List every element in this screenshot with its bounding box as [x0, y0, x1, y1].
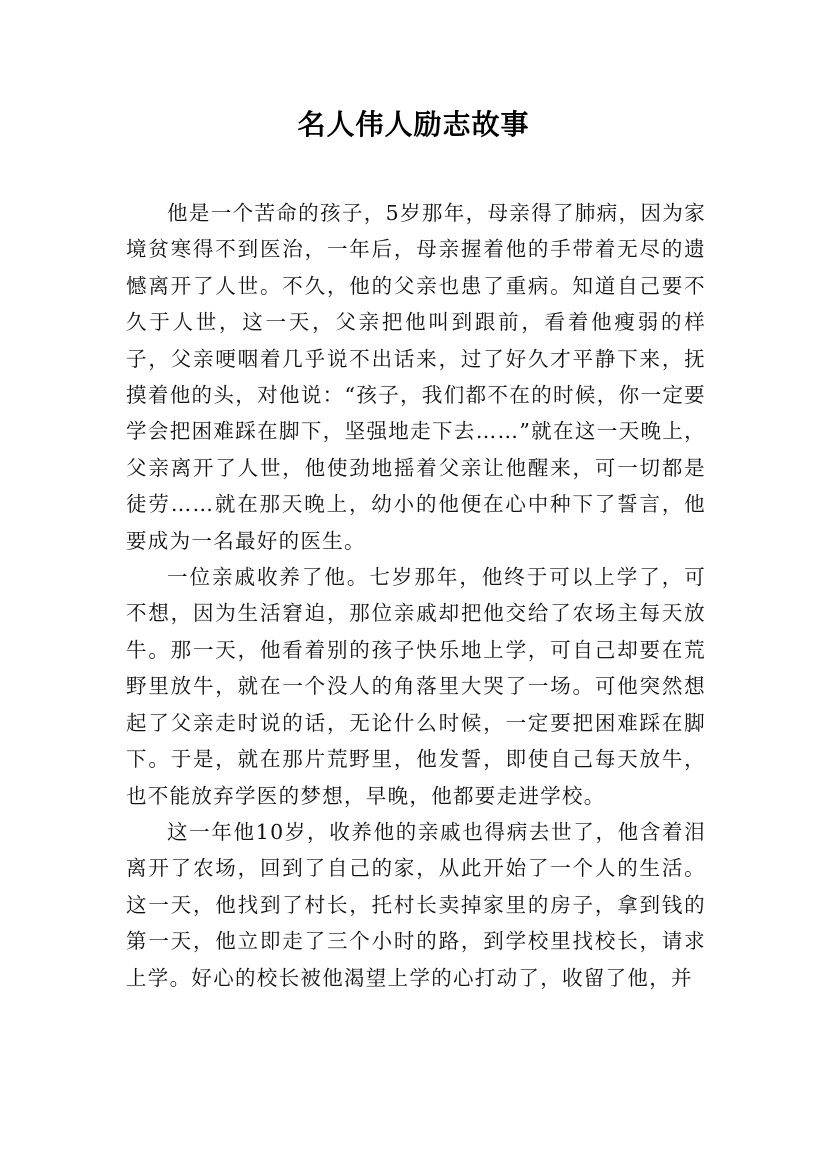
document-title: 名人伟人励志故事: [297, 108, 530, 141]
paragraph: 这一年他10岁，收养他的亲戚也得病去世了，他含着泪离开了农场，回到了自己的家，从此开始了一个人的生活。这一天，他找到了村长，托村长卖掉家里的房子，拿到钱的第一天，他立即走了三个小时的路，到学校里找校长，请求上学。好心的校长被他渴望上学的心打动了，收留了他，并: [126, 819, 706, 990]
document-body: [126, 195, 706, 996]
paragraph: 一位亲戚收养了他。七岁那年，他终于可以上学了，可不想，因为生活窘迫，那位亲戚却把他交给了农场主每天放牛。那一天，他看着别的孩子快乐地上学，可自己却要在荒野里放牛，就在一个没人的角落里大哭了一场。可他突然想起了父亲走时说的话，无论什么时候，一定要把困难踩在脚下。于是，就在那片荒野里，他发誓，即使自己每天放牛，也不能放弃学医的梦想，早晚，他都要走进学校。: [126, 565, 706, 808]
paragraph: 他是一个苦命的孩子，5岁那年，母亲得了肺病，因为家境贫寒得不到医治，一年后，母亲握着他的手带着无尽的遗憾离开了人世。不久，他的父亲也患了重病。知道自己要不久于人世，这一天，父亲把他叫到跟前，看着他瘦弱的样子，父亲哽咽着几乎说不出话来，过了好久才平静下来，抚摸着他的头，对他说：“孩子，我们都不在的时候，你一定要学会把困难踩在脚下，坚强地走下去……”就在这一天晚上，父亲离开了人世，他使劲地摇着父亲让他醒来，可一切都是徒劳……就在那天晚上，幼小的他便在心中种下了誓言，他要成为一名最好的医生。: [126, 201, 706, 553]
